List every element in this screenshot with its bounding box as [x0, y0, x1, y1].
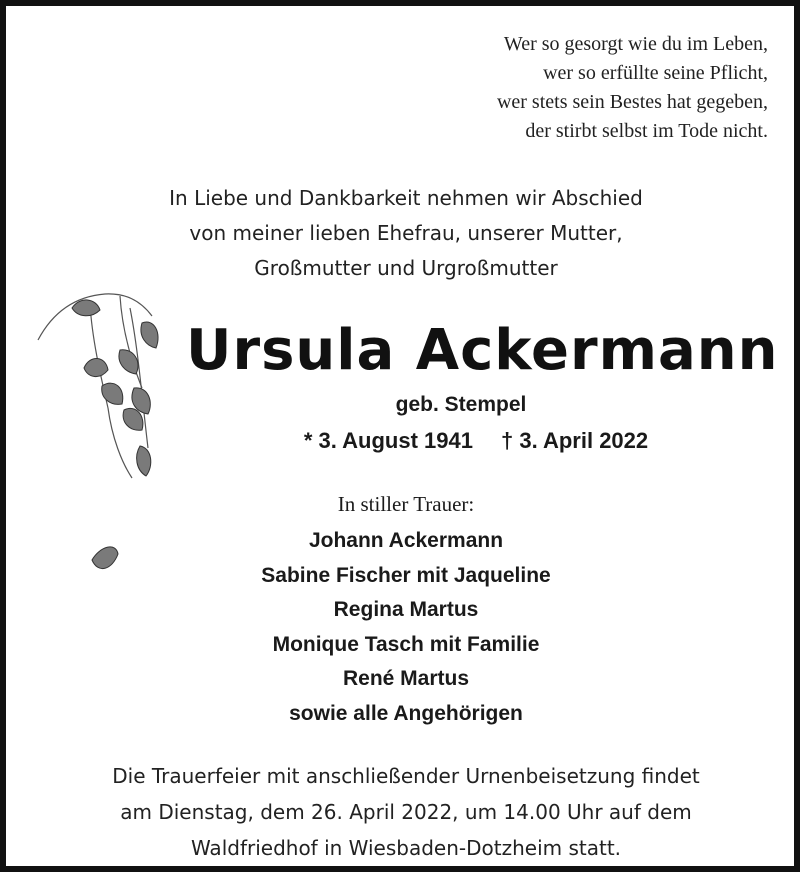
mourner-name: Regina Martus — [333, 598, 479, 621]
life-dates — [206, 428, 746, 454]
poem-line: wer so erfüllte seine Pflicht, — [543, 62, 768, 84]
farewell-text — [6, 181, 800, 286]
mourner-name: Sabine Fischer mit Jaqueline — [261, 563, 551, 587]
leaf-icon — [72, 300, 100, 316]
birth-name: geb. Stempel — [395, 393, 527, 416]
leaf-icon — [84, 358, 108, 376]
leaf-icon — [141, 322, 158, 348]
poem-line: Wer so gesorgt wie du im Leben, — [503, 33, 768, 55]
farewell-line: In Liebe und Dankbarkeit nehmen wir Abschied — [169, 186, 643, 210]
leaf-icon — [137, 446, 151, 476]
leaf-icon — [102, 383, 123, 404]
mourner-name: René Martus — [342, 667, 470, 690]
mourners-list — [6, 524, 800, 731]
death-date: † 3. April 2022 — [500, 428, 649, 453]
leaf-branches — [38, 294, 152, 478]
poem-line: der stirbt selbst im Tode nicht. — [525, 120, 768, 142]
ceremony-line: Die Trauerfeier mit anschließender Urnenbeisetzung findet — [112, 764, 700, 788]
farewell-line: von meiner lieben Ehefrau, unserer Mutter, — [189, 221, 623, 245]
ceremony-line: am Dienstag, dem 26. April 2022, um 14.00 Uhr auf dem — [120, 800, 692, 824]
mourner-name: sowie alle Angehörigen — [289, 701, 523, 725]
birth-date: * 3. August 1941 — [303, 428, 473, 453]
mourning-intro: In stiller Trauer: — [337, 492, 475, 516]
farewell-line: Großmutter und Urgroßmutter — [254, 256, 558, 280]
mourner-name: Johann Ackermann — [308, 529, 504, 552]
ceremony-info — [6, 758, 800, 866]
deceased-name: Ursula Ackermann — [186, 318, 779, 383]
leaf-icon — [119, 350, 138, 374]
poem-line: wer stets sein Bestes hat gegeben, — [496, 91, 768, 113]
ceremony-line: Waldfriedhof in Wiesbaden-Dotzheim statt. — [190, 836, 622, 860]
mourner-name: Monique Tasch mit Familie — [272, 632, 540, 656]
poem — [497, 30, 768, 146]
